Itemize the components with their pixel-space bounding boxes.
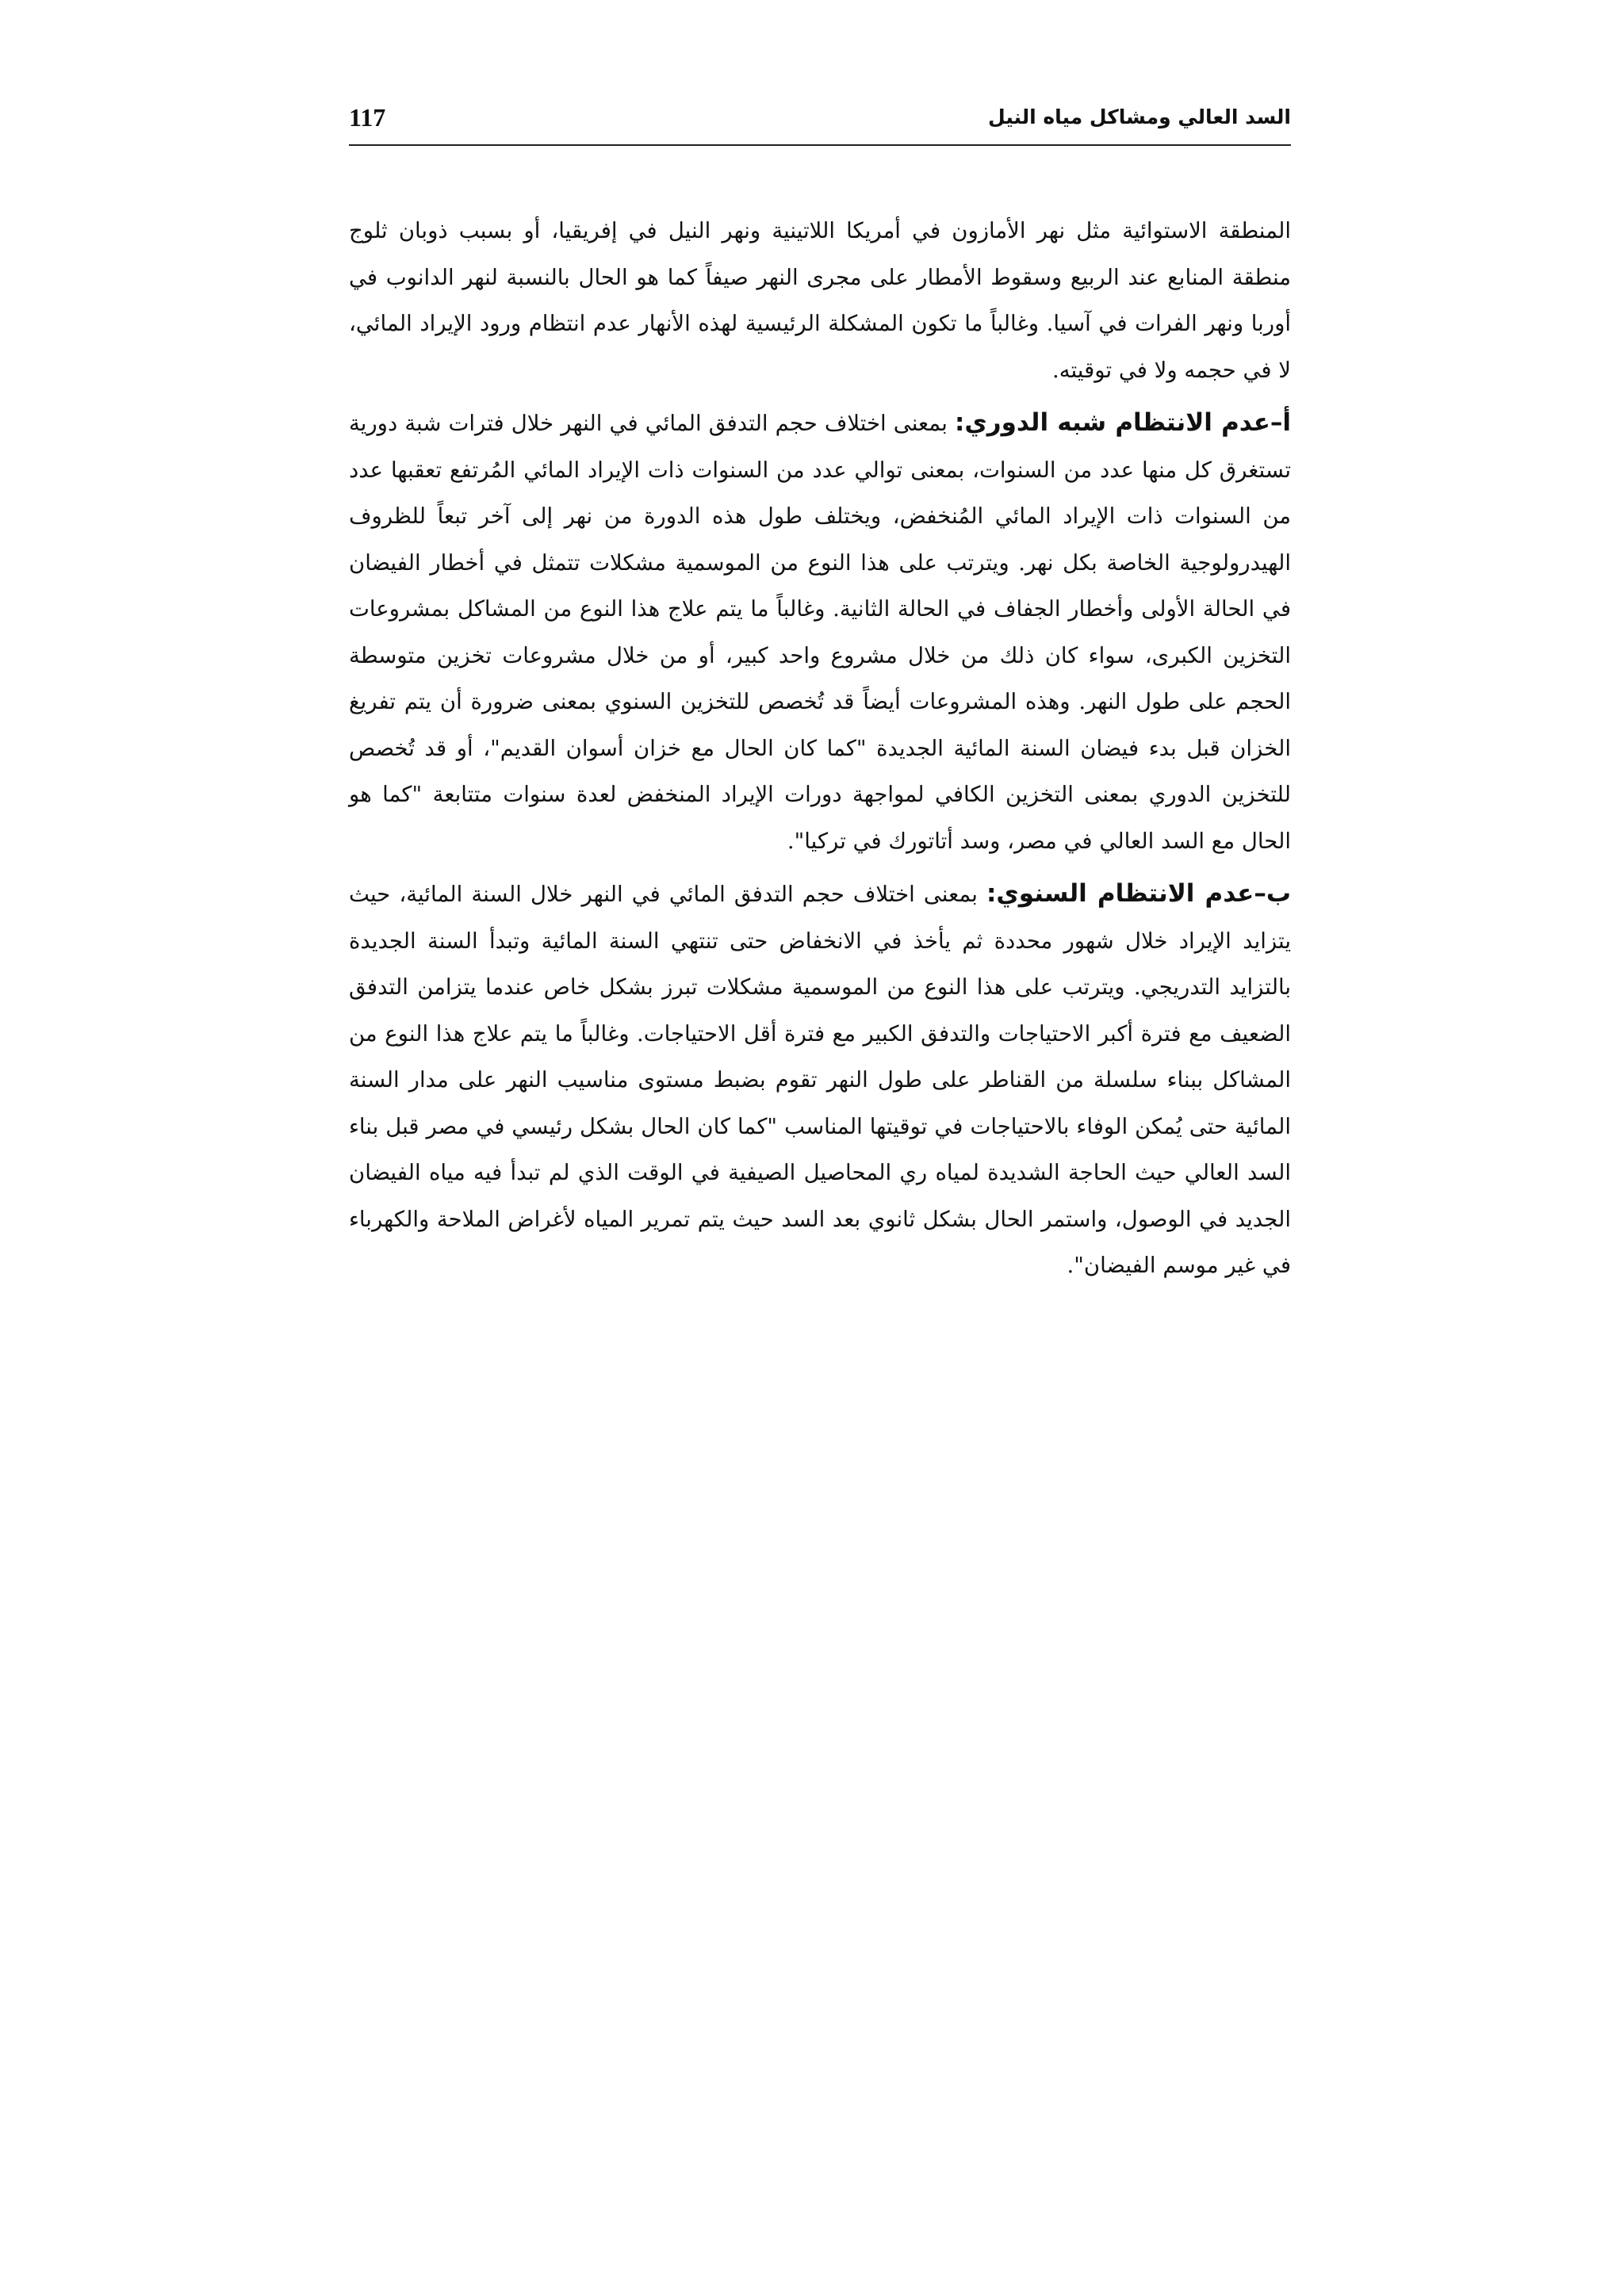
- intro-paragraph: المنطقة الاستوائية مثل نهر الأمازون في أمريكا اللاتينية ونهر النيل في إفريقيا، أو بسبب ذوبان ثلوج منطقة المنابع عند الربيع وسقوط الأمطار على مجرى النهر صيفاً كما هو الحال بالنسبة لنهر الدانوب في أوربا ونهر الفرات في آسيا. وغالباً ما تكون المشكلة الرئيسية لهذه الأنهار عدم انتظام ورود الإيراد المائي، لا في حجمه ولا في توقيته.: [349, 218, 1291, 383]
- header-divider: [349, 144, 1291, 146]
- running-title: السد العالي ومشاكل مياه النيل: [988, 105, 1291, 128]
- section-b-text: بمعنى اختلاف حجم التدفق المائي في النهر خلال السنة المائية، حيث يتزايد الإيراد خلال شهور محددة ثم يأخذ في الانخفاض حتى تنتهي السنة المائية وتبدأ السنة الجديدة بالتزايد التدريجي. ويترتب على هذا النوع من الموسمية مشكلات تبرز بشكل خاص عندما يتزامن التدفق الضعيف مع فترة أكبر الاحتياجات والتدفق الكبير مع فترة أقل الاحتياجات. وغالباً ما يتم علاج هذا النوع من المشاكل ببناء سلسلة من القناطر على طول النهر تقوم بضبط مستوى مناسيب النهر على مدار السنة المائية حتى يُمكن الوفاء بالاحتياجات في توقيتها المناسب "كما كان الحال بشكل رئيسي في مصر قبل بناء السد العالي حيث الحاجة الشديدة لمياه ري المحاصيل الصيفية في الوقت الذي لم تبدأ فيه مياه الفيضان الجديد في الوصول، واستمر الحال بشكل ثانوي بعد السد حيث يتم تمرير المياه لأغراض الملاحة والكهرباء في غير موسم الفيضان".: [349, 882, 1291, 1278]
- body-text: [349, 208, 1291, 1289]
- section-b-paragraph: [349, 871, 1291, 1289]
- page-number: 117: [349, 103, 386, 132]
- section-b-heading: ب–عدم الانتظام السنوي:: [986, 879, 1292, 908]
- page-header: [349, 101, 1291, 141]
- section-a-paragraph: [349, 400, 1291, 864]
- section-a-heading: أ–عدم الانتظام شبه الدوري:: [954, 408, 1291, 437]
- section-a-text: بمعنى اختلاف حجم التدفق المائي في النهر خلال فترات شبة دورية تستغرق كل منها عدد من السنوات، بمعنى توالي عدد من السنوات ذات الإيراد المائي المُرتفع تعقبها عدد من السنوات ذات الإيراد المائي المُنخفض، ويختلف طول هذه الدورة من نهر إلى آخر تبعاً للظروف الهيدرولوجية الخاصة بكل نهر. ويترتب على هذا النوع من الموسمية مشكلات تتمثل في أخطار الفيضان في الحالة الأولى وأخطار الجفاف في الحالة الثانية. وغالباً ما يتم علاج هذا النوع من المشاكل بمشروعات التخزين الكبرى، سواء كان ذلك من خلال مشروع واحد كبير، أو من خلال مشروعات تخزين متوسطة الحجم على طول النهر. وهذه المشروعات أيضاً قد تُخصص للتخزين السنوي بمعنى ضرورة أن يتم تفريغ الخزان قبل بدء فيضان السنة المائية الجديدة "كما كان الحال مع خزان أسوان القديم"، أو قد تُخصص للتخزين الدوري بمعنى التخزين الكافي لمواجهة دورات الإيراد المنخفض لعدة سنوات متتابعة "كما هو الحال مع السد العالي في مصر، وسد أتاتورك في تركيا".: [349, 411, 1291, 854]
